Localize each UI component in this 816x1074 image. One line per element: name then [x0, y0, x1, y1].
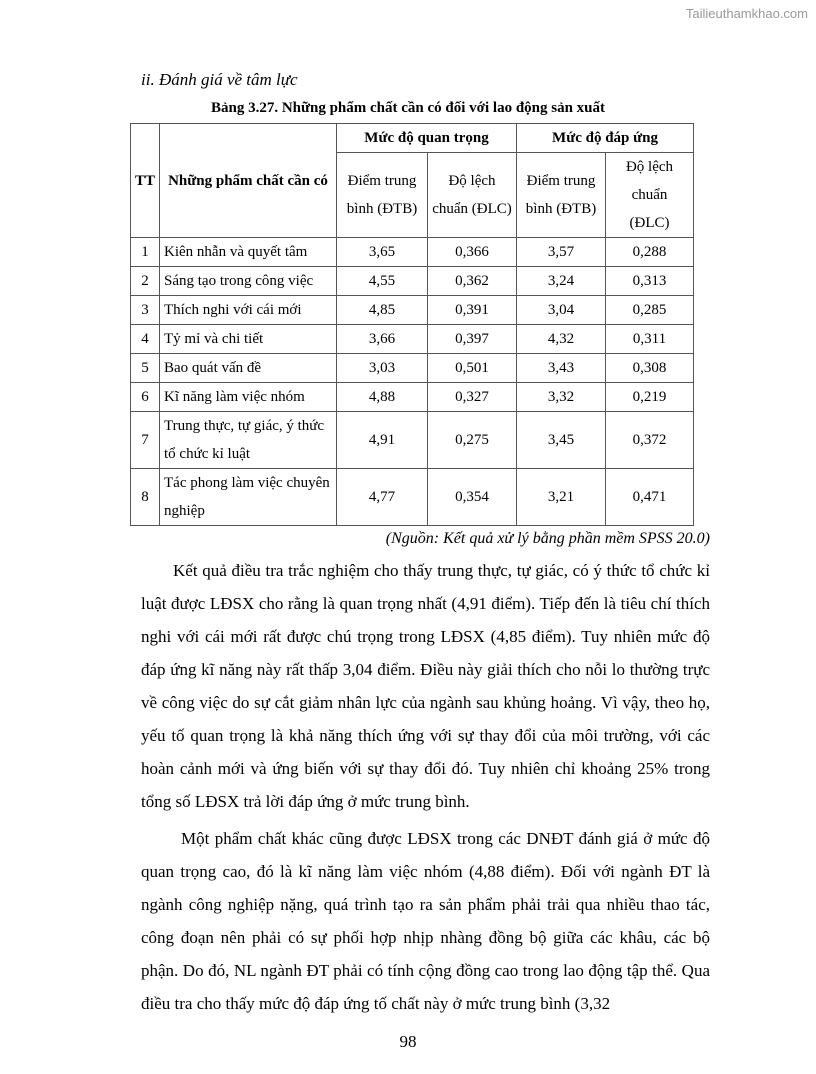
quality-name: Tác phong làm việc chuyên nghiệp — [160, 469, 337, 526]
table-row — [131, 412, 694, 469]
table-row — [131, 325, 694, 354]
importance-sd: 0,366 — [428, 238, 517, 267]
section-title: ii. Đánh giá về tâm lực — [141, 70, 298, 89]
importance-mean: 3,65 — [337, 238, 428, 267]
paragraph-1: Kết quả điều tra trắc nghiệm cho thấy trung thực, tự giác, có ý thức tổ chức kỉ luật được LĐSX cho rằng là quan trọng nhất (4,91 điểm). Tiếp đến là tiêu chí thích nghi với cái mới rất được chú trọng trong LĐSX (4,85 điểm). Tuy nhiên mức độ đáp ứng kĩ năng này rất thấp 3,04 điểm. Điều này giải thích cho nỗi lo thường trực về công việc do sự cắt giảm nhân lực của ngành sau khủng hoảng. Vì vậy, theo họ, yếu tố quan trọng là khả năng thích ứng với sự thay đổi của môi trường, với các hoàn cảnh mới và ứng biến với sự thay đổi đó. Tuy nhiên chỉ khoảng 25% trong tổng số LĐSX trả lời đáp ứng ở mức trung bình. — [141, 561, 710, 811]
row-number: 6 — [131, 383, 160, 412]
response-sd: 0,313 — [606, 267, 694, 296]
response-mean: 3,45 — [517, 412, 606, 469]
quality-name: Bao quát vấn đề — [160, 354, 337, 383]
response-sd: 0,285 — [606, 296, 694, 325]
table-caption: Bảng 3.27. Những phẩm chất cần có đối với lao động sản xuất — [210, 100, 606, 116]
importance-mean: 3,03 — [337, 354, 428, 383]
importance-mean: 4,77 — [337, 469, 428, 526]
table-row — [131, 267, 694, 296]
paragraph-2: Một phẩm chất khác cũng được LĐSX trong các DNĐT đánh giá ở mức độ quan trọng cao, đó là kĩ năng làm việc nhóm (4,88 điểm). Đối với ngành ĐT là ngành công nghiệp nặng, quá trình tạo ra sản phẩm phải trải qua nhiều thao tác, công đoạn nên phải có sự phối hợp nhịp nhàng đồng bộ giữa các khâu, các bộ phận. Do đó, NL ngành ĐT phải có tính cộng đồng cao trong lao động tập thể. Qua điều tra cho thấy mức độ đáp ứng tố chất này ở mức trung bình (3,32 — [141, 829, 710, 1013]
response-mean: 3,24 — [517, 267, 606, 296]
quality-name: Kiên nhẫn và quyết tâm — [160, 238, 337, 267]
header-response: Mức độ đáp ứng — [517, 124, 694, 153]
row-number: 7 — [131, 412, 160, 469]
response-mean: 4,32 — [517, 325, 606, 354]
row-number: 1 — [131, 238, 160, 267]
page-number: 98 — [399, 1032, 417, 1051]
header-importance: Mức độ quan trọng — [337, 124, 517, 153]
table-row — [131, 469, 694, 526]
importance-mean: 3,66 — [337, 325, 428, 354]
importance-sd: 0,501 — [428, 354, 517, 383]
table-row — [131, 383, 694, 412]
response-sd: 0,219 — [606, 383, 694, 412]
header-imp-mean: Điểm trung bình (ĐTB) — [337, 153, 428, 238]
header-quality: Những phẩm chất cần có — [160, 124, 337, 238]
row-number: 3 — [131, 296, 160, 325]
importance-sd: 0,362 — [428, 267, 517, 296]
importance-sd: 0,391 — [428, 296, 517, 325]
quality-name: Thích nghi với cái mới — [160, 296, 337, 325]
table-row — [131, 296, 694, 325]
importance-mean: 4,85 — [337, 296, 428, 325]
response-sd: 0,288 — [606, 238, 694, 267]
qualities-table — [130, 123, 694, 526]
importance-mean: 4,88 — [337, 383, 428, 412]
response-sd: 0,471 — [606, 469, 694, 526]
row-number: 5 — [131, 354, 160, 383]
importance-sd: 0,327 — [428, 383, 517, 412]
header-imp-sd: Độ lệch chuẩn (ĐLC) — [428, 153, 517, 238]
importance-sd: 0,397 — [428, 325, 517, 354]
quality-name: Sáng tạo trong công việc — [160, 267, 337, 296]
quality-name: Tỷ mỉ và chi tiết — [160, 325, 337, 354]
row-number: 2 — [131, 267, 160, 296]
response-mean: 3,43 — [517, 354, 606, 383]
response-mean: 3,21 — [517, 469, 606, 526]
table-row — [131, 238, 694, 267]
table-row — [131, 354, 694, 383]
header-res-mean: Điểm trung bình (ĐTB) — [517, 153, 606, 238]
table-source: (Nguồn: Kết quả xử lý bằng phần mềm SPSS 20.0) — [385, 530, 710, 547]
response-sd: 0,308 — [606, 354, 694, 383]
importance-sd: 0,275 — [428, 412, 517, 469]
response-mean: 3,57 — [517, 238, 606, 267]
row-number: 8 — [131, 469, 160, 526]
quality-name: Kĩ năng làm việc nhóm — [160, 383, 337, 412]
importance-sd: 0,354 — [428, 469, 517, 526]
response-sd: 0,372 — [606, 412, 694, 469]
header-tt: TT — [131, 124, 160, 238]
importance-mean: 4,55 — [337, 267, 428, 296]
response-mean: 3,32 — [517, 383, 606, 412]
watermark: Tailieuthamkhao.com — [685, 6, 808, 21]
row-number: 4 — [131, 325, 160, 354]
response-mean: 3,04 — [517, 296, 606, 325]
header-res-sd: Độ lệch chuẩn (ĐLC) — [606, 153, 694, 238]
quality-name: Trung thực, tự giác, ý thức tổ chức kỉ luật — [160, 412, 337, 469]
importance-mean: 4,91 — [337, 412, 428, 469]
response-sd: 0,311 — [606, 325, 694, 354]
